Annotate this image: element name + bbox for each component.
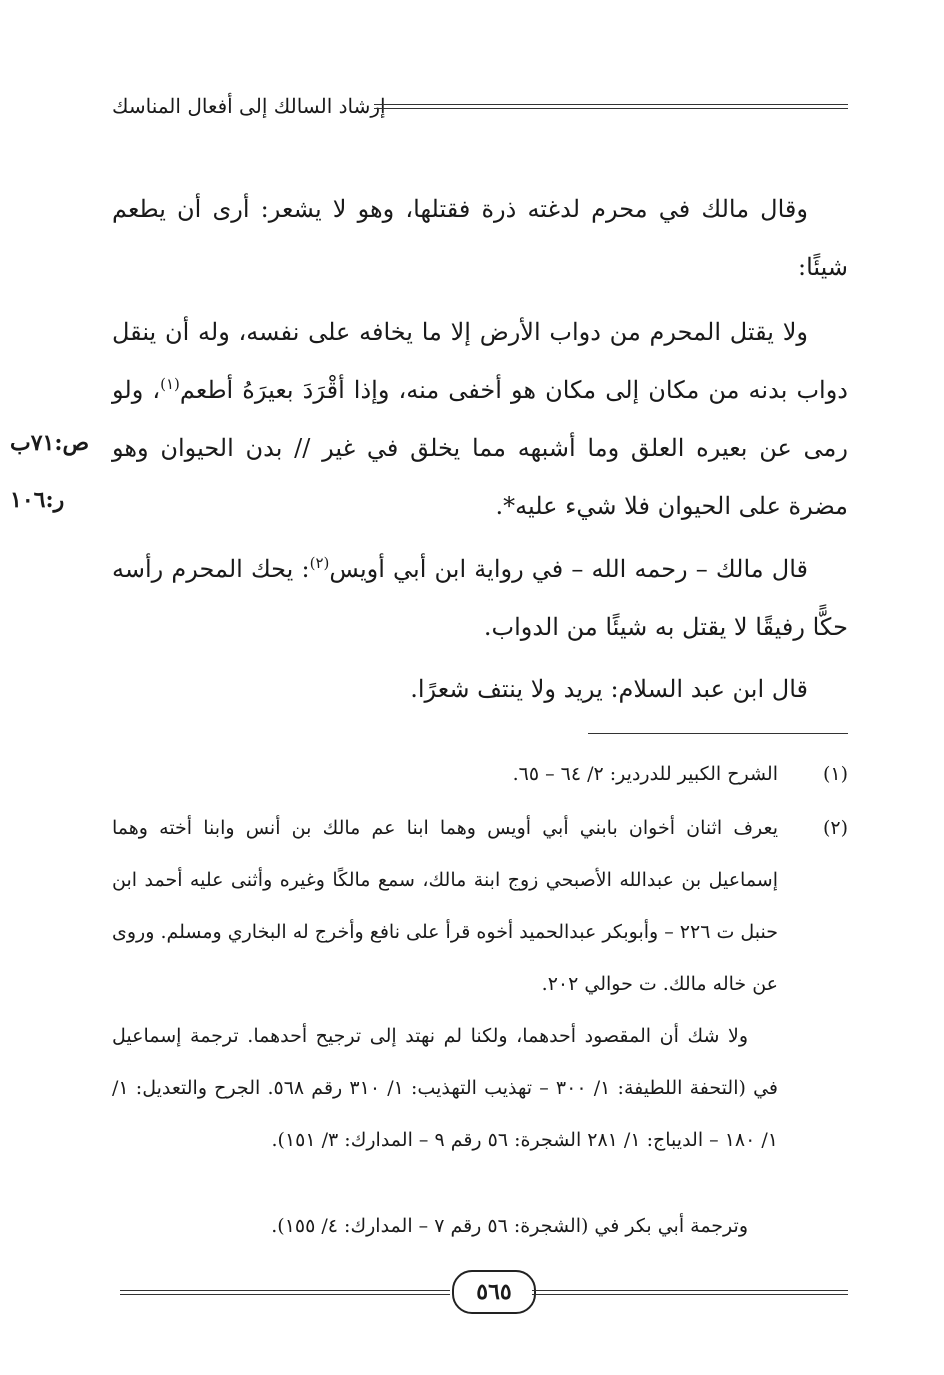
- paragraph-2: [112, 303, 848, 535]
- footer-rule-left: [120, 1290, 450, 1295]
- footnote-separator: [588, 733, 848, 734]
- footnote-ref-1[interactable]: (١): [160, 375, 180, 393]
- running-header: [112, 90, 848, 126]
- paragraph-3-text: [112, 540, 848, 656]
- footnote-2-body: [112, 802, 848, 1010]
- running-title: إرشاد السالك إلى أفعال المناسك: [112, 94, 386, 118]
- footnote-ref-2[interactable]: (٢): [309, 554, 330, 572]
- paragraph-1-text: وقال مالك في محرم لدغته ذرة فقتلها، وهو لا يشعر: أرى أن يطعم شيئًا:: [112, 195, 848, 281]
- footnote-2-continuation-2: وترجمة أبي بكر في (الشجرة: ٥٦ رقم ٧ – المدارك: ٤/ ١٥٥).: [271, 1215, 748, 1237]
- footnote-2-text: يعرف اثنان أخوان بابني أبي أويس وهما ابنا عم مالك بن أنس وابنا أخته وهما إسماعيل بن عبدالله الأصبحي زوج ابنة مالك، سمع مالكًا وغيره وأثنى عليه أحمد ابن حنبل ت ٢٢٦ – وأبوبكر عبدالحميد أخوه قرأ على نافع وأخرج له البخاري ومسلم. وروى عن خاله مالك. ت حوالي ٢٠٢.: [112, 817, 778, 995]
- header-rule: [374, 104, 848, 109]
- footnote-1: [112, 748, 848, 800]
- footnote-2-number: (٢): [822, 817, 848, 839]
- footnote-2: [112, 802, 848, 1010]
- paragraph-4: [112, 660, 848, 718]
- footer-rule-right: [532, 1290, 848, 1295]
- paragraph-3-part-a: قال مالك – رحمه الله – في رواية ابن أبي أويس: [329, 555, 808, 583]
- paragraph-2-part-a: ولا يقتل المحرم من دواب الأرض إلا ما يخافه على نفسه، وله أن ينقل دواب بدنه من مكان إلى مكان هو أخفى منه، وإذا أقْرَدَ بعيرَهُ أطعم: [112, 318, 848, 404]
- paragraph-1: [112, 180, 848, 296]
- footnote-2-continuation: ولا شك أن المقصود أحدهما، ولكنا لم نهتد إلى ترجيح أحدهما. ترجمة إسماعيل في (التحفة اللطيفة: ١/ ٣٠٠ – تهذيب التهذيب: ١/ ٣١٠ رقم ٥٦٨. الجرح والتعديل: ١/ ١/ ١٨٠ – الديباج: ١/ ٢٨١ الشجرة: ٥٦ رقم ٩ – المدارك: ٣/ ١٥١).: [112, 1025, 778, 1151]
- page-number: ٥٦٥: [452, 1270, 536, 1314]
- paragraph-3: [112, 540, 848, 656]
- footnote-1-body: [112, 748, 848, 800]
- margin-note-2: ر:١٠٦: [10, 487, 65, 513]
- paragraph-3-part-b: : يحك المحرم رأسه حكًّا رفيقًا لا يقتل به شيئًا من الدواب.: [112, 555, 848, 641]
- page-footer: [112, 1270, 848, 1320]
- paragraph-4-text: قال ابن عبد السلام: يريد ولا ينتف شعرًا.: [410, 675, 808, 703]
- footnote-1-number: (١): [822, 763, 848, 785]
- footnote-1-text: الشرح الكبير للدردير: ٢/ ٦٤ – ٦٥.: [512, 763, 778, 785]
- paragraph-2-text: [112, 303, 848, 535]
- margin-note-1: ص:٧١ب: [10, 430, 90, 456]
- paragraph-2-part-b: ، ولو رمى عن بعيره العلق وما أشبهه مما يخلق في غير // بدن الحيوان وهو مضرة على الحيوان فلا شيء عليه*.: [112, 376, 848, 520]
